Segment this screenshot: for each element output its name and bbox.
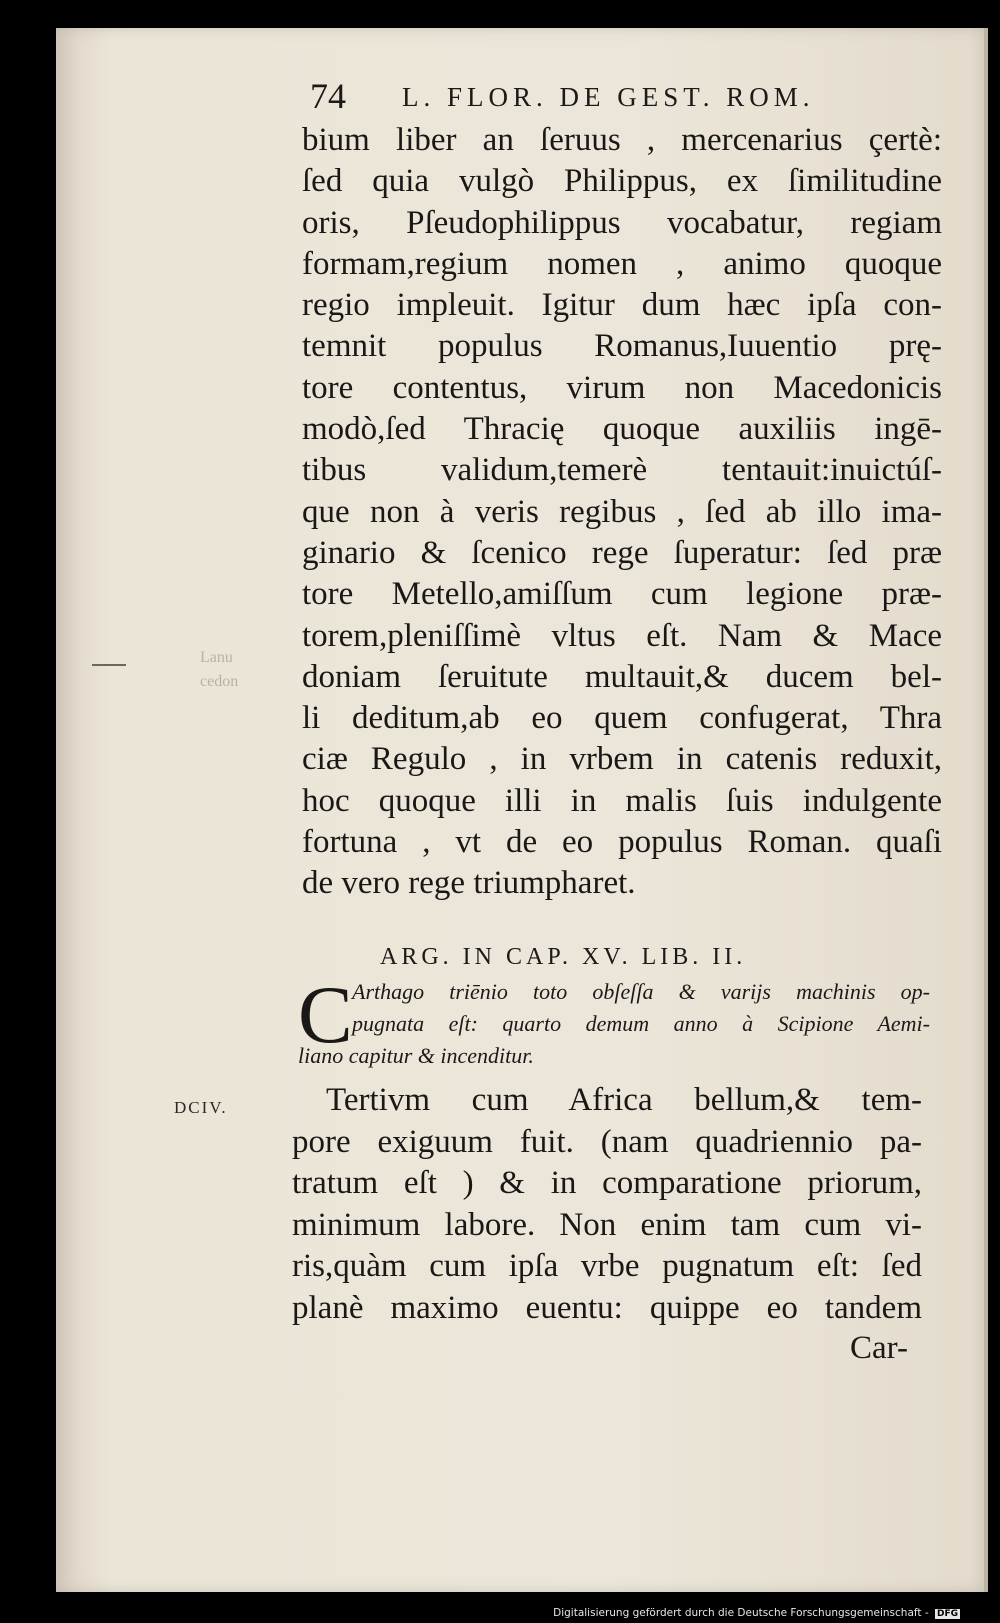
text-line: bium liber an ſeruus , mercenarius çertè:: [302, 122, 942, 158]
text-line: li deditum,ab eo quem confugerat, Thra: [302, 700, 942, 737]
dfg-logo: DFG: [936, 1609, 958, 1619]
digitization-footer: [553, 1607, 960, 1619]
bleed-through-line: cedon: [200, 673, 239, 690]
text-line: planè maximo euentu: quippe eo tandem: [292, 1289, 922, 1326]
text-line: tore Metello,amiſſum cum legione præ-: [302, 576, 942, 613]
text-line: tratum eſt ) & in comparatione priorum,: [292, 1165, 922, 1202]
text-line: pore exiguum fuit. (nam quadriennio pa-: [292, 1123, 922, 1160]
text-line: ſed quia vulgò Philippus, ex ſimilitudine: [302, 163, 942, 200]
text-line: de vero rege triumpharet.: [302, 865, 636, 902]
text-line: formam,regium nomen , animo quoque: [302, 245, 942, 282]
text-line: fortuna , vt de eo populus Roman. quaſi: [302, 824, 942, 861]
margin-mark: [92, 664, 126, 666]
text-line: regio impleuit. Igitur dum hæc ipſa con-: [302, 287, 942, 324]
chapter-argument-heading: ARG. IN CAP. XV. LIB. II.: [380, 944, 747, 970]
text-line: torem,pleniſſimè vltus eſt. Nam & Mace: [302, 617, 942, 654]
text-line: que non à veris regibus , ſed ab illo ima-: [302, 493, 942, 530]
text-line: ciæ Regulo , in vrbem in catenis reduxit,: [302, 741, 942, 778]
text-line: modò,ſed Thracię quoque auxiliis ingē-: [302, 411, 942, 448]
text-line: oris, Pſeudophilippus vocabatur, regiam: [302, 204, 942, 241]
text-line: Tertivm cum Africa bellum,& tem-: [326, 1082, 922, 1118]
bleed-through-text: [200, 646, 238, 694]
footer-text: Digitalisierung gefördert durch die Deutsche Forschungsgemeinschaft -: [553, 1607, 929, 1619]
bleed-through-line: Lanu: [200, 649, 233, 666]
text-line: tibus validum,temerè tentauit:inuictúſ-: [302, 452, 942, 489]
running-head-title: L. FLOR. DE GEST. ROM.: [402, 82, 815, 112]
margin-note-year: DCIV.: [174, 1098, 228, 1117]
chapter-argument: [298, 969, 930, 1072]
drop-initial: C: [298, 969, 353, 1060]
chapter-text-block: [292, 1080, 922, 1330]
text-line: ginario & ſcenico rege ſuperatur: ſed præ: [302, 534, 942, 571]
page-number: 74: [310, 76, 346, 116]
argument-line: liano capitur & incenditur.: [298, 1043, 534, 1068]
text-line: ris,quàm cum ipſa vrbe pugnatum eſt: ſed: [292, 1248, 922, 1285]
text-line: temnit populus Romanus,Iuuentio prę-: [302, 328, 942, 365]
argument-line: Arthago triēnio toto obſeſſa & varijs machinis op-: [352, 979, 930, 1004]
main-text-block: [302, 120, 942, 905]
catchword: Car-: [850, 1330, 908, 1366]
text-line: hoc quoque illi in malis ſuis indulgente: [302, 782, 942, 819]
text-line: minimum labore. Non enim tam cum vi-: [292, 1206, 922, 1243]
text-line: tore contentus, virum non Macedonicis: [302, 369, 942, 406]
argument-line: pugnata eſt: quarto demum anno à Scipione Aemi-: [352, 1011, 930, 1036]
text-line: doniam ſeruitute multauit,& ducem bel-: [302, 658, 942, 695]
